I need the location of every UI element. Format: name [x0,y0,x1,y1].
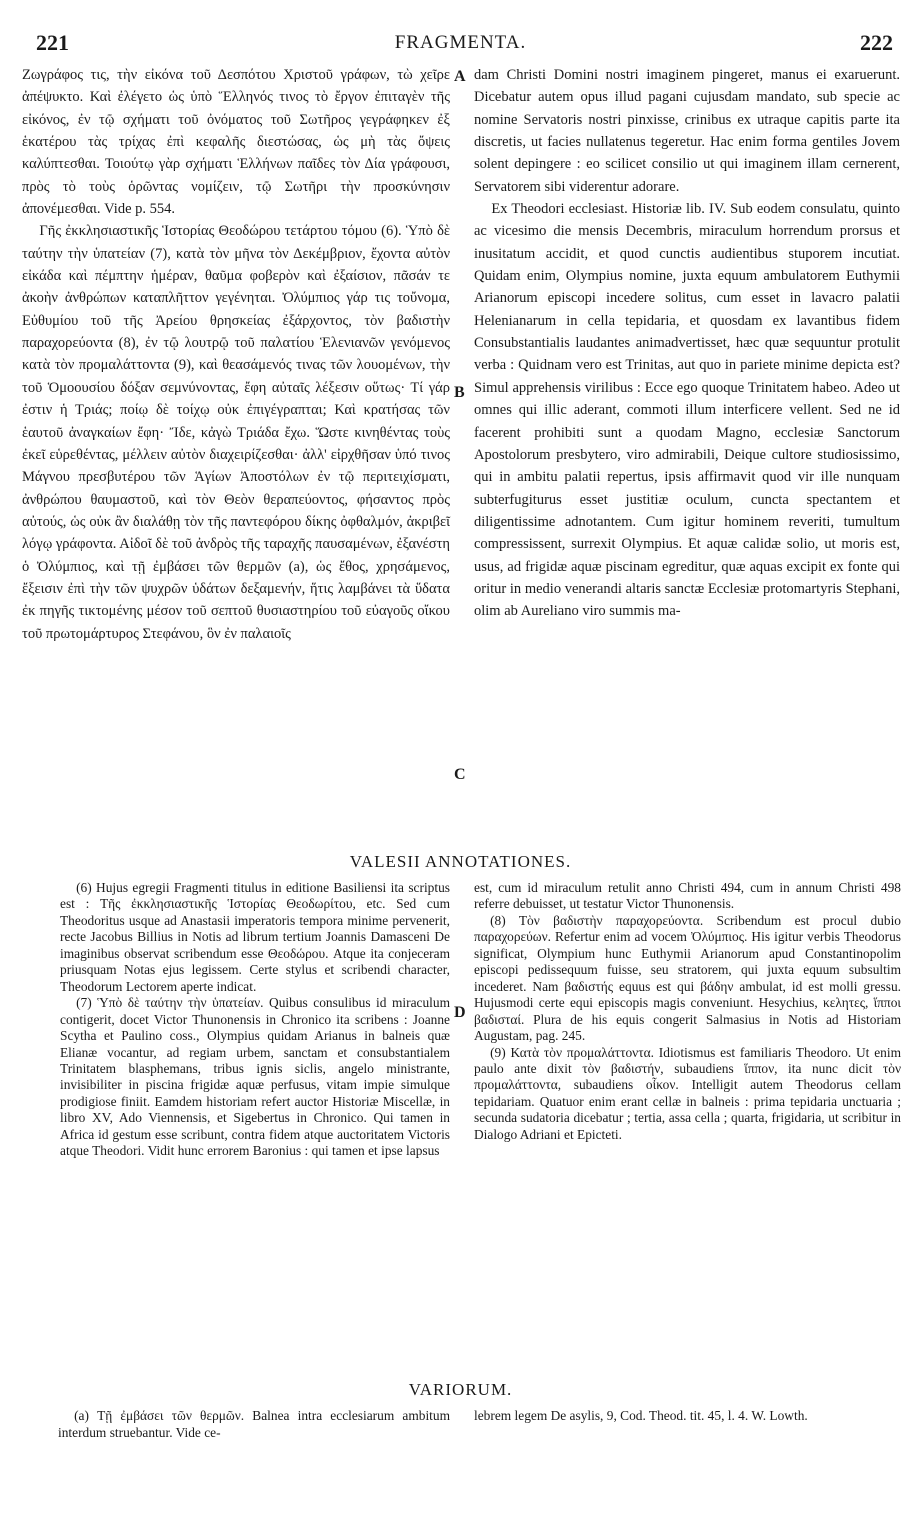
variorum-note-a: (a) Τῇ ἐμβάσει τῶν θερμῶν. Balnea intra ecclesiarum ambitum interdum struebantur. Vide ce- [58,1408,450,1440]
annotation-6: (6) Hujus egregii Fragmenti titulus in editione Basiliensi ita scriptus est : Τῆς ἐκκλησιαστικῆς Ἱστορίας Θεοδωρίτου, etc. Sed cum Theodoritus usque ad Anastasii imperatoris tempora minime pervenerit, recte Jacobus Billius in Notis ad librum tertium Joannis Damasceni De imaginibus observat scribendum esse Θεοδώρου. Atque ita conjeceram priusquam Notas ejus legissem. Certe stylus et scribendi character, Theodorum Lectorem aperte indicat. [60,880,450,994]
variorum-left-column [58,1408,450,1441]
latin-paragraph-1: dam Christi Domini nostri imaginem pingeret, manus ei exaruerunt. Dicebatur autem opus illud pagani cujusdam mandato, sub specie ac nomine Servatoris nostri pinxisse, crinibus ex utraque capitis parte ita discretis, ut facies nullatenus tegeretur. Hac enim forma gentiles Jovem solent depingere : eo scilicet consilio ut qui imaginem illam cernerent, Servatorem sibi viderentur adorare. [474,67,900,195]
running-title: FRAGMENTA. [394,32,527,53]
latin-text-column [474,64,900,623]
greek-paragraph-2: Γῆς ἐκκλησιαστικῆς Ἱστορίας Θεοδώρου τετάρτου τόμου (6). Ὑπὸ δὲ ταύτην τὴν ὑπατείαν (7), κατὰ τὸν μῆνα τὸν Δεκέμβριον, ἔχοντα αὐτὸν εἰκάδα καὶ πέμπτην ἡμέραν, θαῦμα φοβερὸν καὶ ἐξαίσιον, πᾶσάν τε ἀκοὴν ἀνθρώπων καταπλῆττον γεγένηται. Ὀλύμπιος γάρ τις τοὔνομα, Εὐθυμίου τοῦ τῆς Ἀρείου θρησκείας ἐξάρχοντος, τὸν βαδιστὴν παραχορεύοντα (8), ἐν τῷ λουτρῷ τοῦ παλατίου Ἑλενιανῶν γενόμενος κατὰ τὸν προμαλάττοντα (9), καὶ θεασάμενός τινας τῶν λουομένων, τὴν τοῦ Ὁμοουσίου δόξαν σεμνύνοντας, ἔφη αὐταῖς λέξεσιν οὕτως· Τί γάρ ἐστιν ἡ Τριάς; ποίῳ δὲ τοίχῳ οὐκ ἐπιγέγραπται; Καὶ κρατήσας τῶν ἑαυτοῦ ἀναγκαίων ἔφη· Ἴδε, κἀγὼ Τριάδα ἔχω. Ὥστε κινηθέντας τοὺς ἐκεῖ εὑρεθέντας, μέλλειν αὐτὸν διαχειρίζεσθαι· ἀλλ' εἰρχθῆσαν ὑπό τινος Μάγνου πρεσβυτέρου τῶν Ἁγίων Ἀποστόλων ἐν τῷ περιτειχίσματι, ἀνθρώπου θαυμαστοῦ, καὶ τὸν Θεὸν θεραπεύοντος, φήσαντος πρὸς αὐτούς, ὡς οὐκ ἂν διαλάθῃ τὸν τῆς παντεφόρου δίκης ὀφθαλμόν, ἀκριβεῖ λόγῳ γράφοντα. Αἰδοῖ δὲ τοῦ ἀνδρὸς τῆς ταραχῆς παυσαμένων, ἐξανέστη ὁ Ὀλύμπιος, καὶ τῇ ἐμβάσει τῶν θερμῶν (a), ὡς ἔθος, χρησάμενος, ἔξεισιν ἐπὶ τὴν τῶν ψυχρῶν ὑδάτων δεξαμενήν, ἥτις λαμβάνει τὰ ὕδατα ἐκ πηγῆς τικτομένης μέσον τοῦ σεπτοῦ θυσιαστηρίου τοῦ εὐαγοῦς οἴκου τοῦ πρωτομάρτυρος Στεφάνου, ὃν ἐν παλαιοῖς [22,223,450,642]
greek-paragraph-1: Ζωγράφος τις, τὴν εἰκόνα τοῦ Δεσπότου Χριστοῦ γράφων, τὼ χεῖρε ἀπέψυκτο. Καὶ ἐλέγετο ὡς ὑπὸ Ἕλληνός τινος τὸ ἔργον ἐπιταγὲν τῆς εἰκόνος, ἐν τῷ σχήματι τοῦ ὀνόματος τοῦ Σωτῆρος γεγράφηκεν ἐξ ἑκατέρου τὰς τρίχας ἐπὶ κεφαλῆς διεστώσας, ὡς μὴ τὰς ὄψεις καλύπτεσθαι. Τοιούτῳ γὰρ σχήματι Ἑλλήνων παῖδες τὸν Δία γράφουσι, πρὸς τὸ τοὺς ὁρῶντας νομίζειν, τῷ Σωτῆρι τὴν προσκύνησιν ἀπονέμεσθαι. Vide p. 554. [22,67,450,218]
page-number-right: 222 [860,30,893,55]
margin-marker-b: B [454,384,465,401]
annotation-9: (9) Κατὰ τὸν προμαλάττοντα. Idiotismus est familiaris Theodoro. Ut enim paulo ante dixit τὸν βαδιστήν, subaudiens ἵππον, ita nunc dicit τὸν προμαλάττοντα, subaudiens οἶκον. Intelligit autem Theodorus cellam tepidariam. Quatuor enim erant cellæ in balneis : prima tepidaria unctuaria ; secunda sudatoria dicebatur ; tertia, assa cella ; quarta, frigidaria, ut scribitur in Dialogo Adriani et Epicteti. [474,1044,901,1142]
annotation-7: (7) Ὑπὸ δὲ ταύτην τὴν ὑπατείαν. Quibus consulibus id miraculum contigerit, docet Victor Thunonensis in Chronico ita scribens : Joanne Scytha et Paulino coss., Olympius quidam Arianus in balneis quæ Elianæ vocantur, ad regiam urbem, sanctam et consubstantialem Trinitatem blasphemans, tribus ignis siclis, angelo ministrante, invisibiliter in piscina frigidæ aquæ perfusus, vitam impie simulque prodigiose finiit. Eamdem historiam refert auctor Historiæ Miscellæ, in libro XV, Ado Viennensis, et Sigebertus in Chronico. Qui tamen in Africa id gestum esse scribunt, contra fidem atque auctoritatem Victoris atque Theodori. Vidit hunc errorem Baronius : qui tamen et ipse lapsus [60,995,450,1159]
annotation-8: (8) Τὸν βαδιστὴν παραχορεύοντα. Scribendum est procul dubio παραχορεύων. Refertur enim ad vocem Ὀλύμπιος. His igitur verbis Theodorus significat, Olympium hunc Euthymii Arianorum apud Constantinopolim episcopi pedissequum fuisse, seu stratorem, qui juxta equum subsultim incederet. Nam βαδιστής equus est qui βάδην ambulat, id est molli gressu. Hujusmodi certe equi episcopis magis conveniunt. Hesychius, κελητες, ἵπποι βαδισταί. Plura de his equis congerit Salmasius in Notis ad Historiam Augustam, pag. 245. [474,912,901,1044]
annotations-left-column [60,880,450,1160]
margin-marker-c: C [454,766,466,783]
latin-paragraph-2: Ex Theodori ecclesiast. Historiæ lib. IV. Sub eodem consulatu, quinto ac vicesimo die mensis Decembris, miraculum horrendum prorsus et inusitatum accidit, et quod cunctis audientibus stuporem incutiat. Quidam enim, Olympius nomine, juxta equum ambulatorem Euthymii Arianorum episcopi incedere solitus, cum esset in lavacro palatii Helenianarum in cella tepidaria, et quosdam ex lavantibus fidem Consubstantialis laudantes animadvertisset, hæc quæ sequuntur protulit verba : Quidnam vero est Trinitas, aut quo in pariete minime depicta est? Simul apprehensis virilibus : Ecce ego quoque Trinitatem habeo. Adeo ut omnes qui illic aderant, commoti illum interficere vellent. Sed ne id facerent prohibiti sunt a quodam Magno, ecclesiæ Sanctorum Apostolorum presbytero, viro admirabili, Deique cultore studiosissimo, qui in ambitu palatii repertus, ipsis affirmavit quod vir ille nunquam subterfugiturus esset justitiæ oculum, cuncta spectantem et diligentissime adnotantem. Cum igitur hominem reveriti, tumultum compressissent, surrexit Olympius. Et aquæ calidæ solio, ut moris est, usus, ad frigidæ aquæ piscinam egreditur, quæ aquas excipit ex fonte qui oritur in medio venerandi altaris sanctæ Ecclesiæ protomartyris Stephani, olim ab Aureliano viro summis ma- [474,201,900,620]
page-header [22,30,899,60]
page-number-left: 221 [36,30,69,55]
greek-text-column [22,64,450,645]
annotations-right-column [474,880,901,1143]
annotations-title: VALESII ANNOTATIONES. [349,852,572,871]
margin-marker-d: D [454,1004,466,1021]
variorum-title: VARIORUM. [408,1380,513,1399]
margin-marker-a: A [454,68,466,85]
annotation-7-continued: est, cum id miraculum retulit anno Christi 494, cum in annum Christi 498 referre debuisset, ut testatur Victor Thunonensis. [474,880,901,912]
variorum-right-column [474,1408,901,1425]
variorum-note-a-continued: lebrem legem De asylis, 9, Cod. Theod. tit. 45, l. 4. W. Lowth. [474,1408,808,1423]
